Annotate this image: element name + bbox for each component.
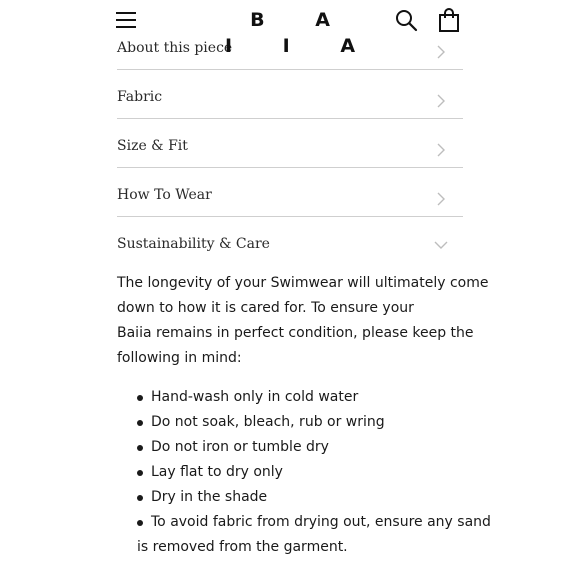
accordion-label: Size & Fit [117, 138, 188, 154]
care-intro [117, 271, 489, 371]
care-list-item [117, 435, 467, 460]
chevron-right-icon [435, 45, 447, 59]
chevron-right-icon [435, 143, 447, 157]
shopping-bag-icon[interactable] [438, 8, 460, 32]
care-intro-line: down to how it is cared for. To ensure your [117, 300, 414, 316]
care-list-text: To avoid fabric from drying out, ensure any sand [151, 514, 491, 530]
accordion-item-size-fit[interactable] [117, 119, 463, 168]
care-intro-line: following in mind: [117, 350, 242, 366]
accordion-label: How To Wear [117, 187, 212, 203]
chevron-down-icon [434, 239, 448, 251]
care-list-item [117, 510, 491, 560]
care-list-text: Do not iron or tumble dry [151, 439, 329, 455]
accordion-item-fabric[interactable] [117, 70, 463, 119]
care-list-item [117, 385, 467, 410]
accordion-label: Fabric [117, 89, 163, 105]
care-intro-line: The longevity of your Swimwear will ultimately come [117, 275, 489, 291]
chevron-right-icon [435, 94, 447, 108]
brand-logo[interactable]: B A I I A [224, 9, 378, 57]
care-instructions [117, 271, 491, 560]
chevron-right-icon [435, 192, 447, 206]
care-list-text: Hand-wash only in cold water [151, 389, 359, 405]
search-icon[interactable] [394, 8, 418, 32]
care-list-text-continued: is removed from the garment. [137, 539, 348, 555]
care-list-text: Dry in the shade [151, 489, 268, 505]
accordion-item-sustainability-care[interactable] [117, 217, 463, 265]
accordion-label: Sustainability & Care [117, 236, 270, 252]
care-list-text: Lay flat to dry only [151, 464, 283, 480]
accordion-label: About this piece [117, 40, 233, 56]
care-list-item [117, 460, 467, 485]
care-list-item [117, 410, 467, 435]
care-list-text: Do not soak, bleach, rub or wring [151, 414, 385, 430]
care-list-item [117, 485, 467, 510]
care-intro-line: Baiia remains in perfect condition, please keep the [117, 325, 474, 341]
care-list [117, 385, 491, 560]
accordion-item-how-to-wear[interactable] [117, 168, 463, 217]
menu-icon[interactable] [116, 11, 136, 29]
